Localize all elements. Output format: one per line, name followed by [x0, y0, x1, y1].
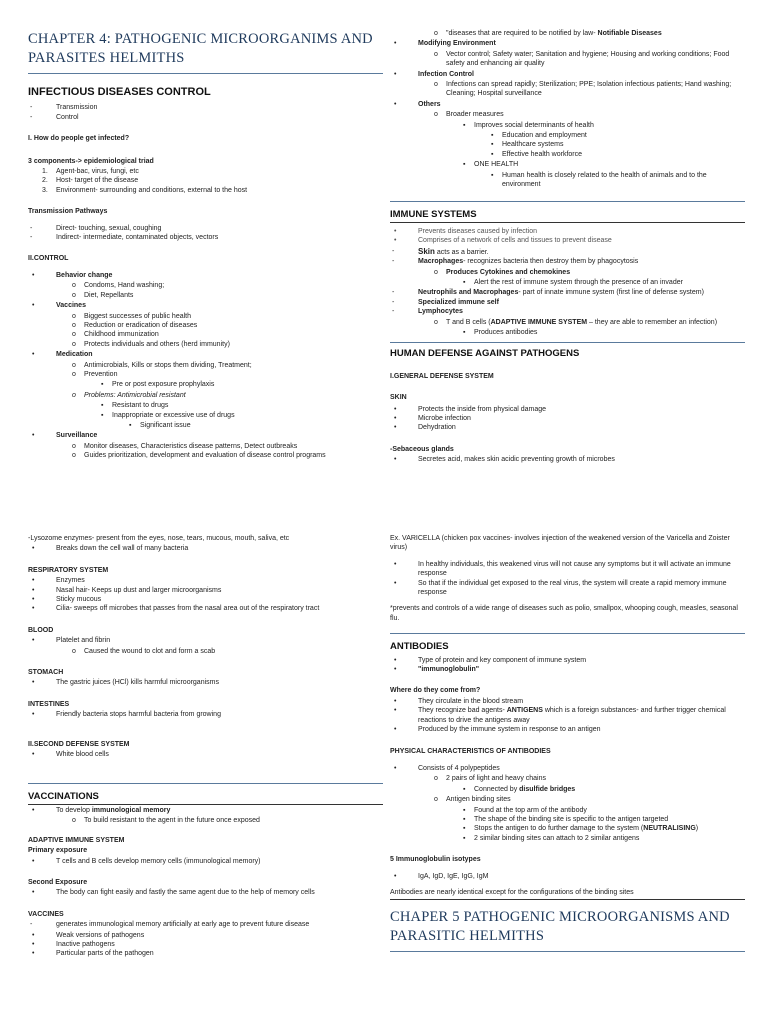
- list-item: • Cilia- sweeps off microbes that passes from the nasal area out of the respiratory tract: [28, 604, 383, 613]
- list-item: • So that if the individual get exposed to the real virus, the system will create a rapid memory immune response: [390, 579, 745, 598]
- list-item: - generates immunological memory artificially at early age to prevent future disease: [28, 920, 383, 929]
- list-item: - Specialized immune self: [390, 298, 745, 307]
- identical-text: Antibodies are nearly identical except for the configurations of the binding sites: [390, 888, 745, 900]
- list-item: ▪ Pre or post exposure prophylaxis: [28, 380, 383, 389]
- list-item: 3. Environment- surrounding and conditions, external to the host: [42, 186, 248, 194]
- list-item: • Produced by the immune system in response to an antigen: [390, 725, 745, 734]
- question-title: I. How do people get infected?: [28, 135, 130, 143]
- list-item: • Sticky mucous: [28, 595, 383, 604]
- list-item: • The body can fight easily and fastly the same agent due to the help of memory cells: [28, 888, 383, 897]
- list-item: • Type of protein and key component of immune system: [390, 656, 745, 665]
- list-item: o Produces Cytokines and chemokines: [390, 268, 745, 277]
- list-item: ▪ 2 similar binding sites can attach to 2 similar antigens: [390, 834, 745, 843]
- list-item: 1. Agent-bac, virus, fungi, etc: [42, 168, 139, 176]
- list-item: ▪ Found at the top arm of the antibody: [390, 806, 745, 815]
- vaccines-title: VACCINES: [28, 910, 64, 918]
- immune-systems-title: IMMUNE SYSTEMS: [390, 210, 745, 223]
- list-item: ▪ Effective health workforce: [390, 150, 745, 159]
- chapter-4-title: CHAPTER 4: PATHOGENIC MICROORGANIMS AND PARASITES HELMITHS: [28, 30, 383, 74]
- primary-exposure-title: Primary exposure: [28, 847, 88, 855]
- list-item: • IgA, IgD, IgE, IgG, IgM: [390, 872, 745, 881]
- list-item: o Reduction or eradication of diseases: [28, 321, 383, 330]
- list-item: • Friendly bacteria stops harmful bacteria from growing: [28, 710, 383, 719]
- list-item: • T cells and B cells develop memory cells (immunological memory): [28, 857, 383, 866]
- list-item: • "immunoglobulin": [390, 665, 745, 674]
- varicella-text: Ex. VARICELLA (chicken pox vaccines- involves injection of the weakened version of the Varicella and Zoister virus): [390, 535, 730, 552]
- list-item: ▪ Improves social determinants of health: [390, 121, 745, 130]
- list-item: • They circulate in the blood stream: [390, 697, 745, 706]
- list-item: - Skin acts as a barrier.: [390, 247, 745, 257]
- list-item: • They recognize bad agents- ANTIGENS which is a foreign substances- and further trigger chemical reactions to drive the antigens away: [390, 706, 745, 725]
- list-item: o Antigen binding sites: [390, 795, 745, 804]
- list-item: o Condoms, Hand washing;: [28, 281, 383, 290]
- modifying-label: Modifying Environment: [418, 40, 496, 48]
- list-item: - Neutrophils and Macrophages- part of innate immune system (first line of defense system): [390, 288, 745, 297]
- list-item: ▪ Human health is closely related to the health of animals and to the environment: [390, 171, 745, 190]
- vaccines-label: Vaccines: [56, 302, 86, 310]
- list-item: 2. Host- target of the disease: [42, 177, 139, 185]
- list-item: • Inactive pathogens: [28, 940, 383, 949]
- second-defense-title: II.SECOND DEFENSE SYSTEM: [28, 740, 130, 748]
- physical-title: PHYSICAL CHARACTERISTICS OF ANTIBODIES: [390, 747, 551, 755]
- list-item: • Nasal hair- Keeps up dust and larger microorganisms: [28, 586, 383, 595]
- list-item: ▪ Alert the rest of immune system through the presence of an invader: [390, 278, 745, 287]
- list-item: o Infections can spread rapidly; Sterilization; PPE; Isolation infectious patients; Hand washing; Cleaning; Hospital surveillance: [390, 80, 745, 99]
- vaccinations-title: VACCINATIONS: [28, 792, 383, 805]
- list-item: o Caused the wound to clot and form a scab: [28, 647, 383, 656]
- isotypes-title: 5 Immunoglobulin isotypes: [390, 856, 481, 864]
- list-item: ▪ ONE HEALTH: [390, 160, 745, 169]
- list-item: • Prevents diseases caused by infection: [390, 227, 745, 236]
- list-item: o T and B cells (ADAPTIVE IMMUNE SYSTEM – they are able to remember an infection): [390, 318, 745, 327]
- list-item: • The gastric juices (HCl) kills harmful microorganisms: [28, 678, 383, 687]
- intro-list: [28, 103, 383, 122]
- intestines-title: INTESTINES: [28, 700, 70, 708]
- list-item: • Microbe infection: [390, 414, 745, 423]
- list-item: • To develop immunological memory: [28, 806, 383, 815]
- list-item: o Guides prioritization, development and evaluation of disease control programs: [28, 451, 383, 460]
- list-item: o Broader measures: [390, 110, 745, 119]
- list-item: - Transmission: [28, 103, 383, 112]
- list-item: • Breaks down the cell wall of many bacteria: [28, 544, 383, 553]
- list-item: • White blood cells: [28, 750, 383, 759]
- list-item: - Lymphocytes: [390, 307, 745, 316]
- respiratory-title: RESPIRATORY SYSTEM: [28, 566, 109, 574]
- list-item: • Comprises of a network of cells and tissues to prevent disease: [390, 236, 745, 245]
- list-item: • Platelet and fibrin: [28, 636, 383, 645]
- list-item: o Diet, Repellants: [28, 291, 383, 300]
- list-item: ▪ Healthcare systems: [390, 140, 745, 149]
- list-item: ▪ Produces antibodies: [390, 328, 745, 337]
- pathways-list: [28, 224, 383, 243]
- list-item: ▪ Significant issue: [28, 421, 383, 430]
- list-item: o To build resistant to the agent in the future once exposed: [28, 816, 383, 825]
- medication-label: Medication: [56, 351, 93, 359]
- list-item: o 2 pairs of light and heavy chains: [390, 774, 745, 783]
- surveillance-label: Surveillance: [56, 432, 98, 440]
- skin-title: SKIN: [390, 394, 407, 402]
- behavior-label: Behavior change: [56, 271, 113, 279]
- list-item: • Particular parts of the pathogen: [28, 949, 383, 958]
- general-defense-title: I.GENERAL DEFENSE SYSTEM: [390, 372, 494, 380]
- lysozyme-text: -Lysozome enzymes- present from the eyes, nose, tears, mucous, mouth, saliva, etc: [28, 535, 290, 542]
- pathways-title: Transmission Pathways: [28, 208, 108, 216]
- list-item: • In healthy individuals, this weakened virus will not cause any symptoms but it will activate an immune response: [390, 560, 745, 579]
- others-label: Others: [418, 100, 441, 108]
- list-item: • Protects the inside from physical damage: [390, 405, 745, 414]
- blood-title: BLOOD: [28, 626, 54, 634]
- where-title: Where do they come from?: [390, 687, 481, 695]
- list-item: • Consists of 4 polypeptides: [390, 764, 745, 773]
- second-exposure-title: Second Exposure: [28, 878, 88, 886]
- infection-control-label: Infection Control: [418, 70, 474, 78]
- stomach-title: STOMACH: [28, 669, 64, 677]
- list-item: ▪ The shape of the binding site is specific to the antigen targeted: [390, 815, 745, 824]
- list-item: ▪ Inappropriate or excessive use of drugs: [28, 411, 383, 420]
- triad-list: [28, 167, 383, 195]
- list-item: o Prevention: [28, 370, 383, 379]
- list-item: - Control: [28, 113, 383, 122]
- antibodies-title: ANTIBODIES: [390, 641, 449, 653]
- list-item: o Protects individuals and others (herd immunity): [28, 340, 383, 349]
- list-item: • Weak versions of pathogens: [28, 931, 383, 940]
- list-item: • Enzymes: [28, 576, 383, 585]
- section-title-infectious: INFECTIOUS DISEASES CONTROL: [28, 86, 211, 98]
- list-item: - Direct- touching, sexual, coughing: [28, 224, 383, 233]
- control-title: II.CONTROL: [28, 255, 69, 263]
- list-item: - Indirect- intermediate, contaminated objects, vectors: [28, 233, 383, 242]
- list-item: ▪ Stops the antigen to do further damage to the system (NEUTRALISING): [390, 824, 745, 833]
- sebaceous-title: -Sebaceous glands: [390, 445, 454, 453]
- adaptive-title: ADAPTIVE IMMUNE SYSTEM: [28, 836, 125, 844]
- list-item: o "diseases that are required to be notified by law- Notifiable Diseases: [390, 29, 745, 38]
- list-item: o Antimicrobials, Kills or stops them dividing, Treatment;: [28, 361, 383, 370]
- list-item: ▪ Resistant to drugs: [28, 401, 383, 410]
- top-left-column: [28, 30, 383, 462]
- list-item: - Macrophages- recognizes bacteria then destroy them by phagocytosis: [390, 257, 745, 266]
- chapter-5-title: CHAPER 5 PATHOGENIC MICROORGANISMS AND PARASITIC HELMITHS: [390, 908, 745, 952]
- list-item: o Childhood immunization: [28, 330, 383, 339]
- list-item: ▪ Education and employment: [390, 131, 745, 140]
- bottom-right-column: [390, 534, 745, 952]
- human-defense-title: HUMAN DEFENSE AGAINST PATHOGENS: [390, 348, 580, 360]
- list-item: o Monitor diseases, Characteristics disease patterns, Detect outbreaks: [28, 442, 383, 451]
- bottom-left-column: [28, 534, 383, 960]
- list-item: o Biggest successes of public health: [28, 312, 383, 321]
- list-item: o Vector control; Safety water; Sanitation and hygiene; Housing and working conditions; Food safety and enhancing air quality: [390, 50, 745, 69]
- list-item: o Problems: Antimicrobial resistant: [28, 391, 383, 400]
- top-right-column: [390, 28, 745, 466]
- list-item: • Secretes acid, makes skin acidic preventing growth of microbes: [390, 455, 745, 464]
- list-item: ▪ Connected by disulfide bridges: [390, 785, 745, 794]
- prevents-text: *prevents and controls of a wide range of diseases such as polio, smallpox, whooping cough, measles, seasonal flu.: [390, 605, 738, 622]
- list-item: • Dehydration: [390, 423, 745, 432]
- triad-label: 3 components-> epidemiological triad: [28, 157, 154, 165]
